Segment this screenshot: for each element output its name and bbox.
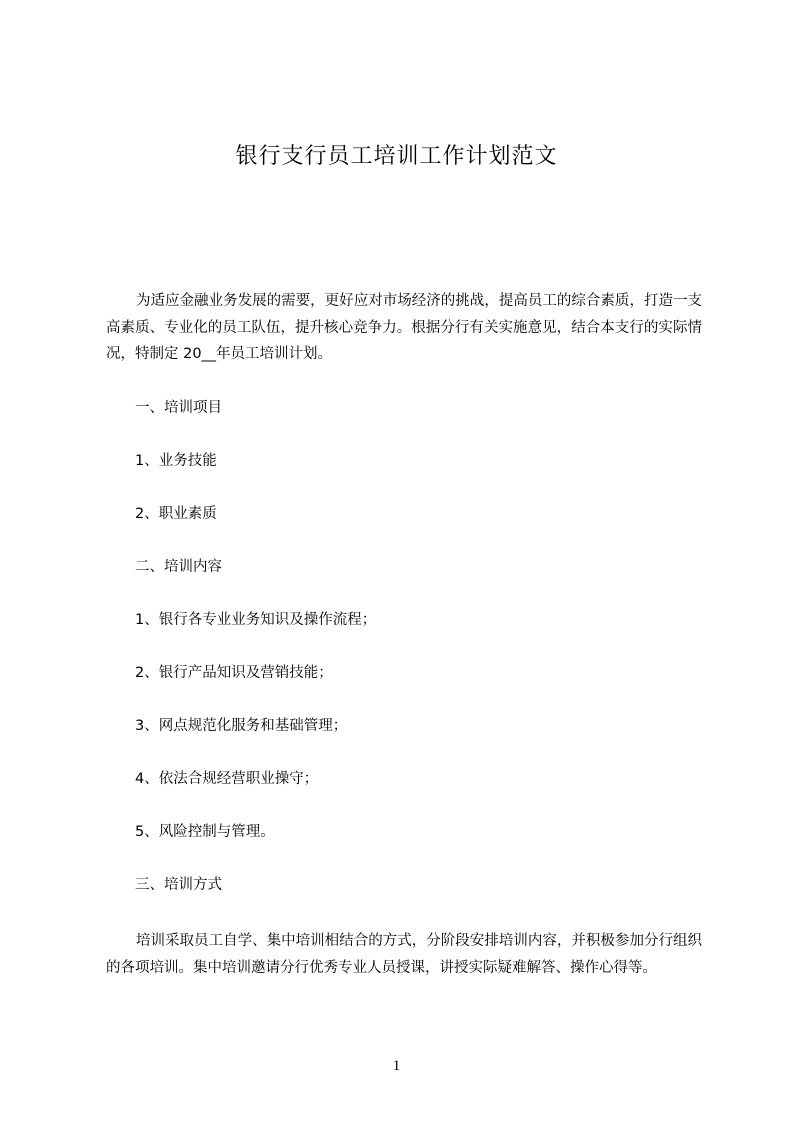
section-heading-training-items: 一、培训项目 (135, 400, 222, 416)
list-item: 1、业务技能 (135, 453, 217, 469)
list-item: 3、网点规范化服务和基础管理； (135, 718, 348, 734)
list-item: 2、职业素质 (135, 506, 217, 522)
intro-paragraph: 为适应金融业务发展的需要，更好应对市场经济的挑战，提高员工的综合素质，打造一支高素质、专业化的员工队伍，提升核心竞争力。根据分行有关实施意见，结合本支行的实际情况，特制定 20__年员工培训计划。 (106, 293, 702, 362)
page-number: 1 (392, 1058, 401, 1074)
list-item: 4、依法合规经营职业操守； (135, 771, 319, 787)
section-heading-training-content: 二、培训内容 (135, 559, 222, 575)
document-title: 银行支行员工培训工作计划范文 (235, 144, 558, 169)
list-item: 5、风险控制与管理。 (135, 824, 275, 840)
training-method-paragraph: 培训采取员工自学、集中培训相结合的方式，分阶段安排培训内容，并积极参加分行组织的各项培训。集中培训邀请分行优秀专业人员授课，讲授实际疑难解答、操作心得等。 (106, 933, 702, 976)
list-item: 2、银行产品知识及营销技能； (135, 665, 333, 681)
section-heading-training-method: 三、培训方式 (135, 877, 222, 893)
list-item: 1、银行各专业业务知识及操作流程； (135, 612, 377, 628)
